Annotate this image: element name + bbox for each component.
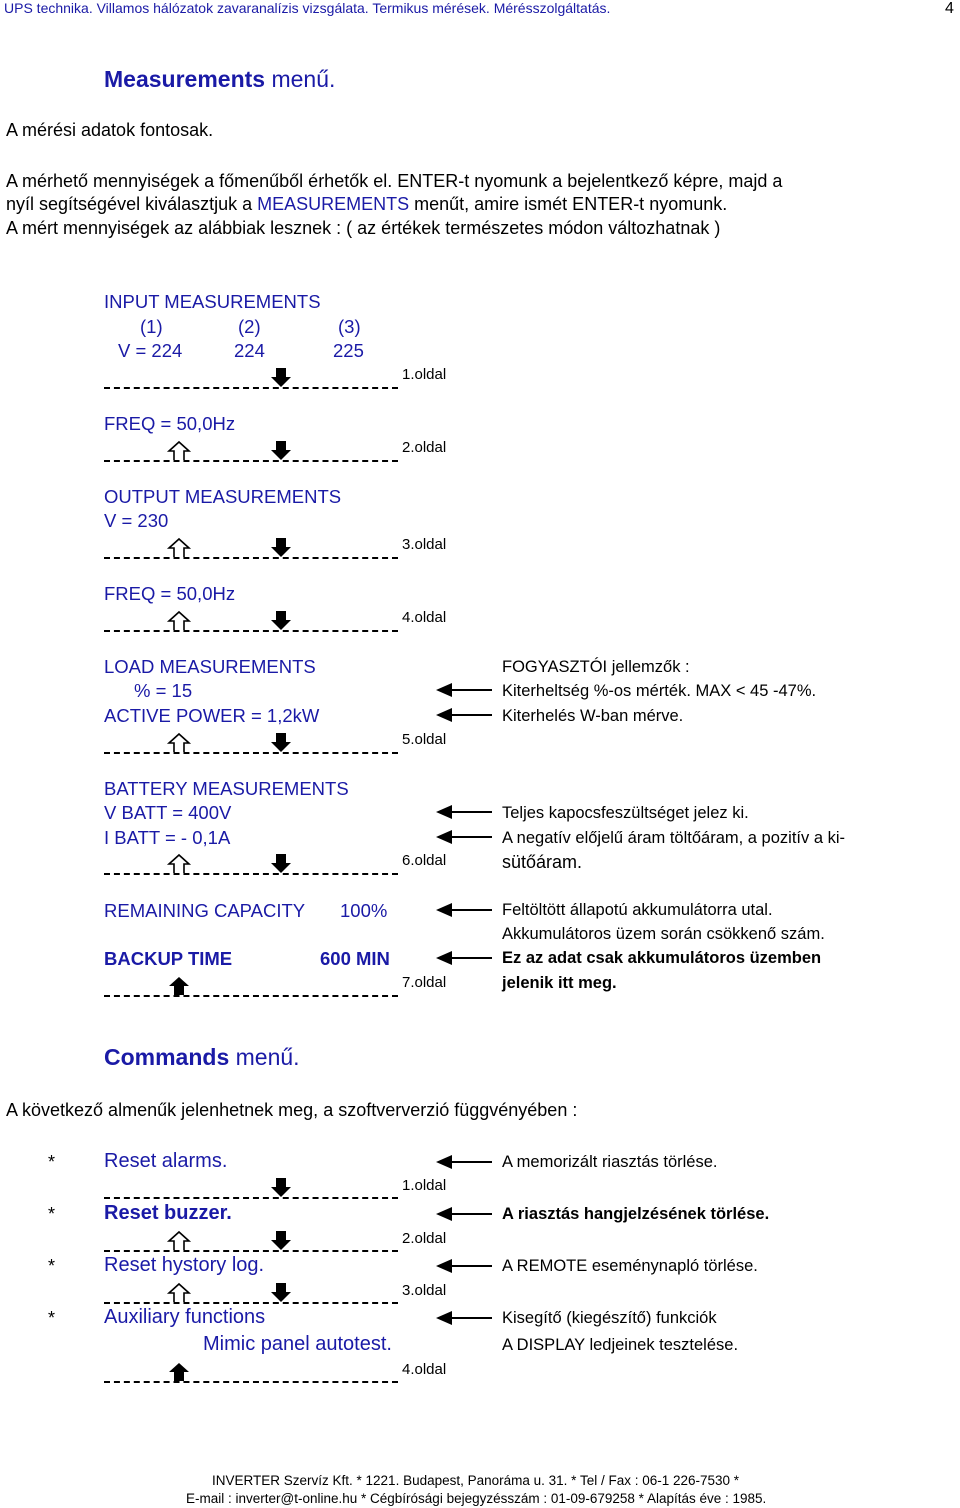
separator-line: [104, 873, 398, 875]
separator-line: [104, 995, 398, 997]
commands-intro: A következő almenűk jelenhetnek meg, a szoftververzió függvényében :: [6, 1100, 578, 1120]
left-arrow-icon: [436, 1155, 492, 1169]
left-arrow-icon: [436, 903, 492, 917]
left-arrow-icon: [436, 683, 492, 697]
separator-line: [104, 1302, 398, 1304]
bullet-star: *: [48, 1256, 56, 1276]
reset-buzzer-note: A riasztás hangjelzésének törlése.: [502, 1205, 770, 1223]
down-arrow-icon: [270, 611, 292, 631]
capacity-note-2: Akkumulátoros üzem során csökkenő szám.: [502, 925, 825, 943]
reset-alarms-note: A memorizált riasztás törlése.: [502, 1153, 718, 1171]
backup-note-1: Ez az adat csak akkumulátoros üzemben: [502, 949, 822, 967]
capacity-note-1: Feltöltött állapotú akkumulátorra utal.: [502, 901, 773, 919]
down-arrow-icon: [270, 1178, 292, 1198]
reset-history-note: A REMOTE eseménynapló törlése.: [502, 1257, 758, 1275]
input-frequency: FREQ = 50,0Hz: [104, 413, 236, 434]
command-auxiliary-functions: Auxiliary functions: [104, 1306, 266, 1328]
output-measurements-heading: OUTPUT MEASUREMENTS: [104, 486, 342, 507]
page-label-6: 6.oldal: [402, 852, 447, 869]
left-arrow-icon: [436, 1259, 492, 1273]
left-arrow-icon: [436, 951, 492, 965]
down-arrow-icon: [270, 538, 292, 558]
backup-time-label: BACKUP TIME: [104, 948, 233, 969]
command-page-label-1: 1.oldal: [402, 1177, 447, 1194]
phase-3-label: (3): [338, 316, 361, 337]
page-label-4: 4.oldal: [402, 609, 447, 626]
page-label-3: 3.oldal: [402, 536, 447, 553]
intro-2-line1: A mérhető mennyiségek a főmenűből érhetők el. ENTER-t nyomunk a bejelentkező képre, majd a: [6, 171, 783, 191]
left-arrow-icon: [436, 708, 492, 722]
command-reset-alarms: Reset alarms.: [104, 1150, 228, 1172]
up-arrow-outline-icon: [168, 1231, 190, 1251]
down-arrow-icon: [270, 1231, 292, 1251]
up-arrow-outline-icon: [168, 538, 190, 558]
separator-line: [104, 1381, 398, 1383]
remaining-capacity-label: REMAINING CAPACITY: [104, 900, 306, 921]
down-arrow-icon: [270, 733, 292, 753]
command-page-label-2: 2.oldal: [402, 1230, 447, 1247]
left-arrow-icon: [436, 1207, 492, 1221]
command-reset-buzzer: Reset buzzer.: [104, 1202, 232, 1224]
left-arrow-icon: [436, 1311, 492, 1325]
up-arrow-outline-icon: [168, 733, 190, 753]
up-arrow-filled-icon: [168, 1362, 190, 1382]
separator-line: [104, 1250, 398, 1252]
intro-2-line2: nyíl segítségével kiválasztjuk a MEASUREMENTS menűt, amire ismét ENTER-t nyomunk.: [6, 194, 728, 214]
measurements-title: Measurements menű.: [104, 66, 336, 92]
separator-line: [104, 752, 398, 754]
up-arrow-outline-icon: [168, 441, 190, 461]
up-arrow-filled-icon: [168, 976, 190, 996]
left-arrow-icon: [436, 805, 492, 819]
backup-time-value: 600 MIN: [320, 948, 390, 969]
output-voltage: V = 230: [104, 510, 169, 531]
input-voltage-2: 224: [234, 340, 265, 361]
intro-3: A mért mennyiségek az alábbiak lesznek : ( az értékek természetes módon változhatnak ): [6, 218, 721, 238]
command-page-label-3: 3.oldal: [402, 1282, 447, 1299]
page-number: 4: [945, 0, 954, 17]
footer-line-2: E-mail : inverter@t-online.hu * Cégbírósági bejegyzésszám : 01-09-679258 * Alapítás éve : 1985.: [186, 1491, 767, 1506]
backup-note-2: jelenik itt meg.: [502, 974, 617, 992]
down-arrow-icon: [270, 368, 292, 388]
input-measurements-heading: INPUT MEASUREMENTS: [104, 291, 321, 312]
input-voltage-3: 225: [333, 340, 364, 361]
footer-line-1: INVERTER Szervíz Kft. * 1221. Budapest, Panoráma u. 31. * Tel / Fax : 06-1 226-7530 *: [212, 1473, 740, 1488]
down-arrow-icon: [270, 854, 292, 874]
down-arrow-icon: [270, 1283, 292, 1303]
phase-1-label: (1): [140, 316, 163, 337]
page-label-2: 2.oldal: [402, 439, 447, 456]
input-voltage-1: V = 224: [118, 340, 183, 361]
battery-measurements-heading: BATTERY MEASUREMENTS: [104, 778, 349, 799]
commands-title: Commands menű.: [104, 1044, 300, 1070]
command-reset-history-log: Reset hystory log.: [104, 1254, 265, 1276]
bullet-star: *: [48, 1152, 56, 1172]
consumer-note-heading: FOGYASZTÓI jellemzők :: [502, 658, 690, 676]
display-test-note: A DISPLAY ledjeinek tesztelése.: [502, 1336, 739, 1354]
output-frequency: FREQ = 50,0Hz: [104, 583, 236, 604]
left-arrow-icon: [436, 830, 492, 844]
separator-line: [104, 387, 398, 389]
separator-line: [104, 630, 398, 632]
separator-line: [104, 460, 398, 462]
bullet-star: *: [48, 1308, 56, 1328]
command-page-label-4: 4.oldal: [402, 1361, 447, 1378]
battery-voltage-note: Teljes kapocsfeszültséget jelez ki.: [502, 804, 749, 822]
battery-current: I BATT = - 0,1A: [104, 827, 231, 848]
active-power-note: Kiterhelés W-ban mérve.: [502, 707, 684, 725]
intro-1: A mérési adatok fontosak.: [6, 120, 214, 140]
separator-line: [104, 1197, 398, 1199]
up-arrow-outline-icon: [168, 1283, 190, 1303]
auxiliary-functions-note: Kisegítő (kiegészítő) funkciók: [502, 1309, 717, 1327]
header-title: UPS technika. Villamos hálózatok zavaranalízis vizsgálata. Termikus mérések. Mérésszolgáltatás.: [4, 0, 611, 16]
load-measurements-heading: LOAD MEASUREMENTS: [104, 656, 316, 677]
up-arrow-outline-icon: [168, 611, 190, 631]
load-percent-note: Kiterheltség %-os mérték. MAX < 45 -47%.: [502, 682, 817, 700]
active-power: ACTIVE POWER = 1,2kW: [104, 705, 320, 726]
down-arrow-icon: [270, 441, 292, 461]
battery-current-note: A negatív előjelű áram töltőáram, a pozitív a ki-: [502, 829, 846, 847]
page-label-7: 7.oldal: [402, 974, 447, 991]
remaining-capacity-value: 100%: [340, 900, 388, 921]
battery-current-note-cont: sütőáram.: [502, 852, 583, 872]
up-arrow-outline-icon: [168, 854, 190, 874]
separator-line: [104, 557, 398, 559]
bullet-star: *: [48, 1204, 56, 1224]
page-label-5: 5.oldal: [402, 731, 447, 748]
load-percent: % = 15: [134, 680, 193, 701]
battery-voltage: V BATT = 400V: [104, 802, 232, 823]
phase-2-label: (2): [238, 316, 261, 337]
command-mimic-panel-autotest: Mimic panel autotest.: [203, 1333, 392, 1355]
page-label-1: 1.oldal: [402, 366, 447, 383]
